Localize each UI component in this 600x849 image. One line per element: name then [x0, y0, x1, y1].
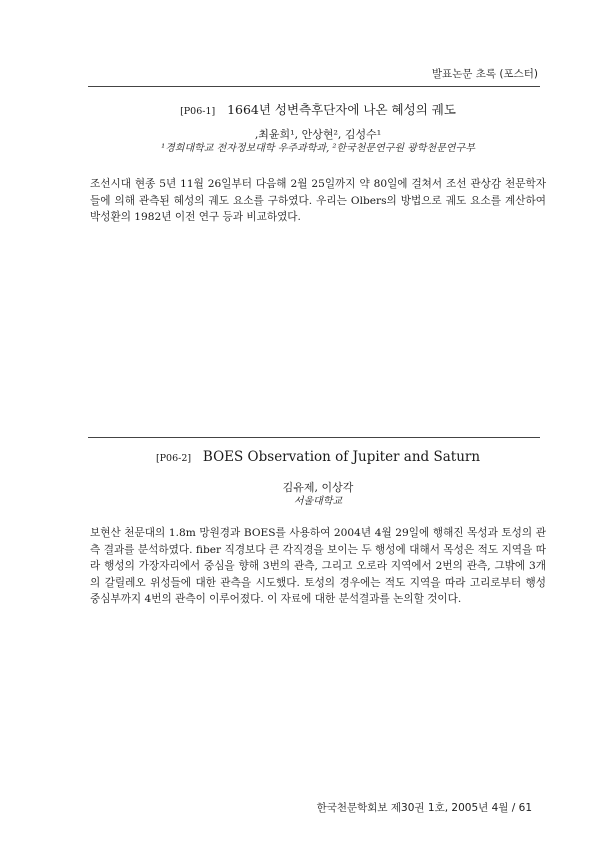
- abstract-body: 보현산 천문대의 1.8m 망원경과 BOES를 사용하여 2004년 4월 29일에 행해진 목성과 토성의 관측 결과를 분석하였다. fiber 직경보다 큰 각직경을 보이는 두 행성에 대해서 목성은 적도 지역을 따라 행성의 가장자리에서 중심을 향해 3번의 관측, 그리고 오로라 지역에서 2번의 관측, 그밖에 3개의 갈릴레오 위성들에 대한 관측을 시도했다. 토성의 경우에는 적도 지역을 따라 고리로부터 행성 중심부까지 4번의 관측이 이루어졌다. 이 자료에 대한 분석결과를 논의할 것이다.: [90, 527, 546, 605]
- abstract-body: 조선시대 현종 5년 11월 26일부터 다음해 2월 25일까지 약 80일에 걸쳐서 조선 관상감 천문학자들에 의해 관측된 혜성의 궤도 요소를 구하였다. 우리는 Olbers의 방법으로 궤도 요소를 계산하여 박성환의 1982년 이전 연구 등과 비교하였다.: [90, 178, 546, 223]
- header-divider: [88, 86, 540, 87]
- abstract-title: BOES Observation of Jupiter and Saturn: [202, 449, 481, 465]
- running-header: 발표논문 초록 (포스터): [431, 68, 538, 80]
- abstract-p06-1: [90, 102, 546, 226]
- abstract-title-line: [90, 102, 546, 120]
- abstract-affiliations: 서울대학교: [293, 496, 343, 507]
- abstract-authors: ,최윤희¹, 안상현², 김성수¹: [254, 128, 382, 141]
- abstract-code: [P06-1]: [180, 106, 216, 117]
- section-divider: [88, 437, 540, 438]
- abstract-title-line: [90, 449, 546, 467]
- abstract-code: [P06-2]: [155, 453, 192, 464]
- abstract-title: 1664년 성변측후단자에 나온 혜성의 궤도: [227, 102, 456, 117]
- journal-citation-footer: 한국천문학회보 제30권 1호, 2005년 4월 / 61: [316, 802, 532, 814]
- abstract-p06-2: [90, 449, 546, 608]
- abstract-authors: 김유제, 이상각: [282, 481, 354, 494]
- abstract-affiliations: ¹경희대학교 전자정보대학 우주과학과, ²한국천문연구원 광학천문연구부: [161, 143, 475, 154]
